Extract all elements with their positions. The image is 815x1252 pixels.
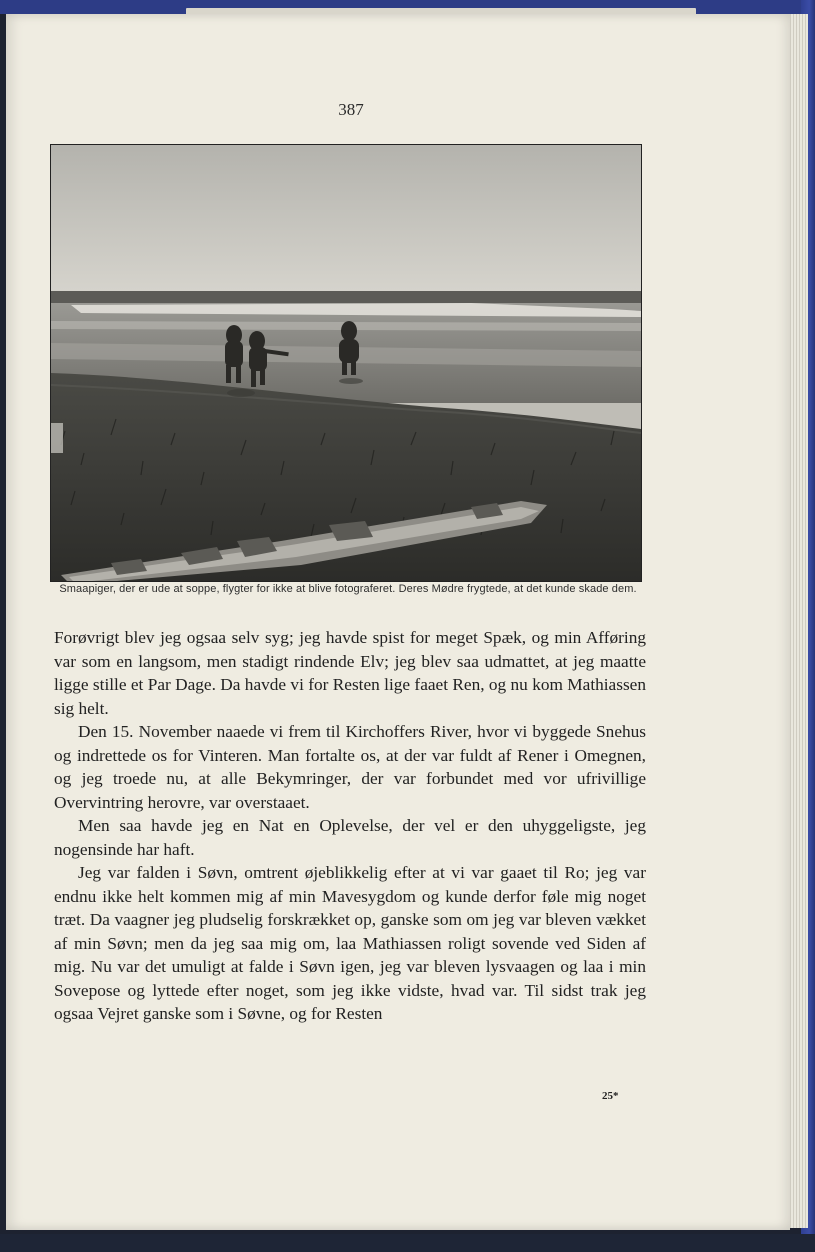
body-text bbox=[54, 626, 646, 1026]
paragraph: Den 15. November naaede vi frem til Kirchoffers River, hvor vi byggede Snehus og indrettede os for Vinteren. Man fortalte os, at der var fuldt af Rener i Omegnen, og jeg troede nu, at alle Bekymringer, der var forbundet med vor ufrivillige Overvintring herovre, var overstaaet. bbox=[54, 722, 646, 812]
signature-mark: 25* bbox=[602, 1090, 619, 1102]
page-stack-edge bbox=[788, 14, 808, 1228]
photograph bbox=[50, 144, 642, 582]
paragraph: Forøvrigt blev jeg ogsaa selv syg; jeg havde spist for meget Spæk, og min Afføring var som en langsom, men stadigt rindende Elv; jeg blev saa udmattet, at jeg maatte ligge stille et Par Dage. Da havde vi for Resten lige faaet Ren, og nu kom Mathiassen sig helt. bbox=[54, 628, 646, 718]
book-page bbox=[6, 14, 790, 1230]
figure-caption: Smaapiger, der er ude at soppe, flygter for ikke at blive fotograferet. Deres Mødre frygtede, at det kunde skade dem. bbox=[59, 583, 637, 595]
paragraph: Men saa havde jeg en Nat en Oplevelse, der vel er den uhyggeligste, jeg nogensinde har haft. bbox=[54, 816, 646, 859]
book-cover-bottom bbox=[0, 1234, 815, 1252]
paragraph: Jeg var falden i Søvn, omtrent øjeblikkelig efter at vi var gaaet til Ro; jeg var endnu ikke helt kommen mig af min Mavesygdom og kunde derfor føle mig noget træt. Da vaagner jeg pludselig forskrækket op, ganske som om jeg var bleven vækket af min Søvn; men da jeg saa mig om, laa Mathiassen roligt sovende ved Siden af mig. Nu var det umuligt at falde i Søvn igen, jeg var bleven lysvaagen og laa i min Sovepose og lyttede efter noget, som jeg ikke vidste, hvad var. Til sidst trak jeg ogsaa Vejret ganske som i Søvne, og for Resten bbox=[54, 863, 646, 1023]
page-number: 387 bbox=[338, 100, 364, 119]
